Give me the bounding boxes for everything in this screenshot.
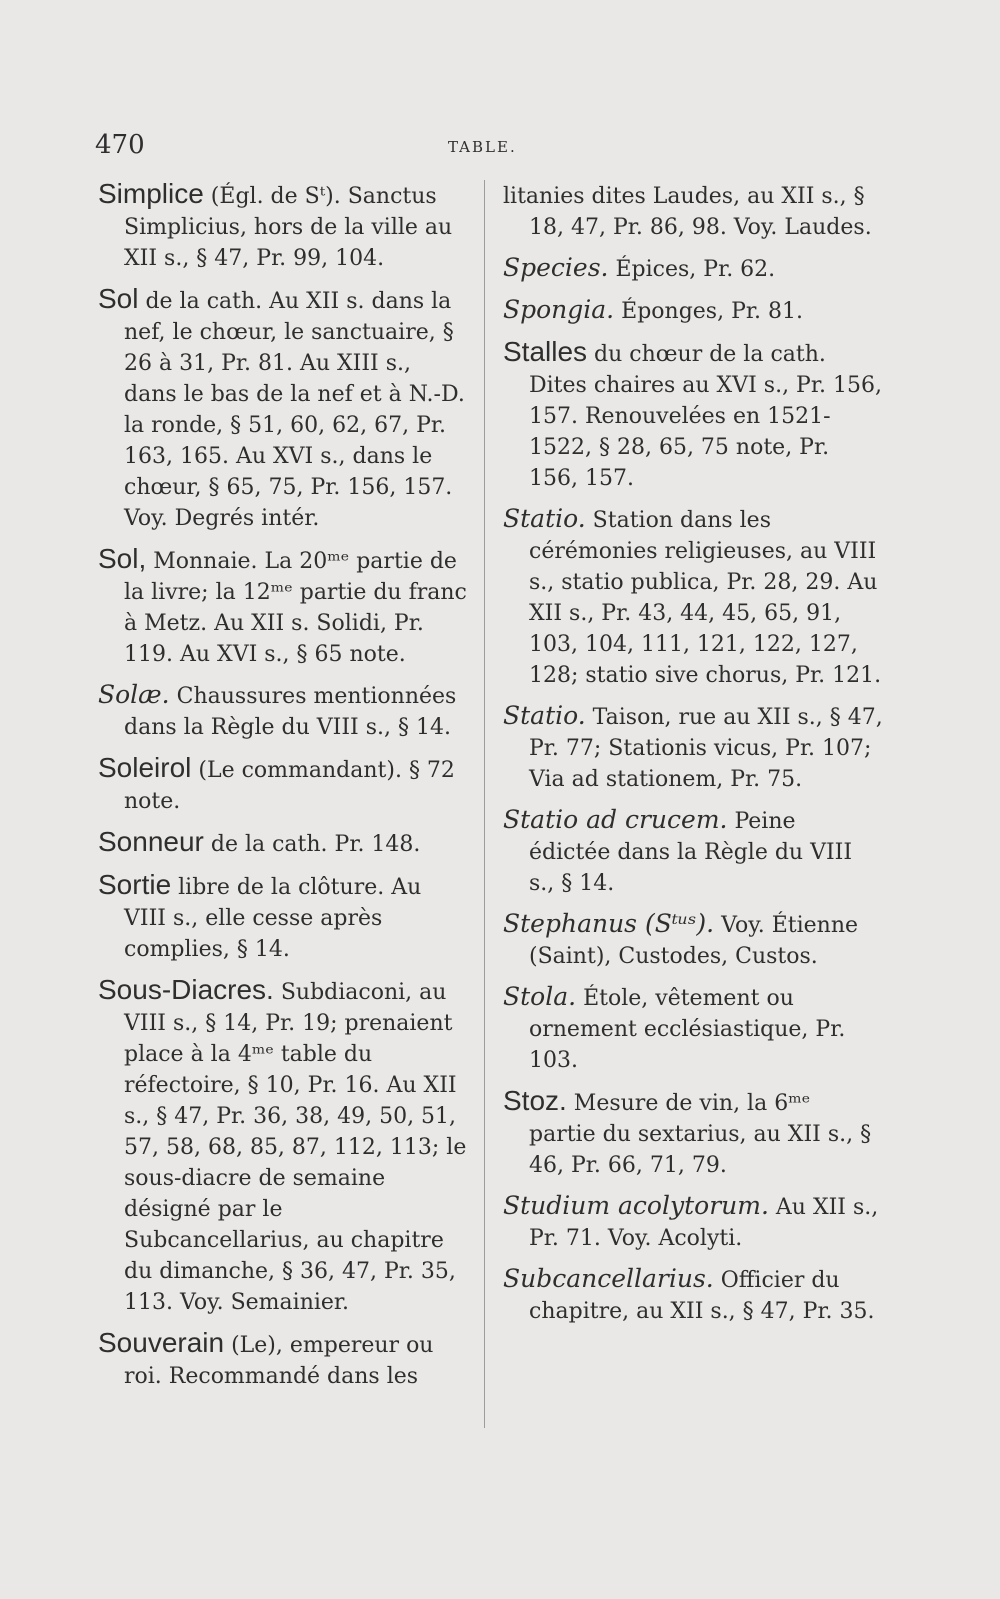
index-entry <box>98 826 470 860</box>
entry-text: Épices, Pr. 62. <box>608 257 776 282</box>
entry-headword: Souverain <box>98 1327 225 1358</box>
entry-text: Subdiaconi, au VIII s., § 14, Pr. 19; prenaient place à la 4ᵐᵉ table du réfectoire, § 10, Pr. 16. Au XII s., § 47, Pr. 36, 38, 49, 50, 51, 57, 58, 68, 85, 87, 112, 113; le sous-diacre de semaine désigné par le Subcancellarius, au chapitre du dimanche, § 36, 47, Pr. 35, 113. Voy. Semainier. <box>124 980 467 1315</box>
entry-headword: Sonneur <box>98 826 204 857</box>
entry-headword: Stoz. <box>503 1085 567 1116</box>
index-entry <box>503 981 883 1076</box>
index-entry <box>503 1190 883 1254</box>
entry-text: Monnaie. La 20ᵐᵉ partie de la livre; la 12ᵐᵉ partie du franc à Metz. Au XII s. Solidi, Pr. 119. Au XVI s., § 65 note. <box>124 549 467 667</box>
index-entry <box>98 178 470 274</box>
entry-headword: Statio ad crucem. <box>503 805 728 834</box>
entry-text: Mesure de vin, la 6ᵐᵉ partie du sextarius, au XII s., § 46, Pr. 66, 71, 79. <box>529 1091 872 1178</box>
index-entry <box>98 974 470 1318</box>
entry-headword: Sol <box>98 283 139 314</box>
entry-text: de la cath. Pr. 148. <box>203 832 421 857</box>
entry-headword: Simplice <box>98 178 204 209</box>
entry-headword: Sortie <box>98 869 172 900</box>
index-entry <box>98 283 470 534</box>
entry-headword: Sol, <box>98 543 147 574</box>
entry-headword: Statio. <box>503 701 586 730</box>
index-entry <box>98 679 470 743</box>
index-entry <box>503 503 883 691</box>
entry-text: (Le), empereur ou roi. Recommandé dans les <box>124 1333 434 1389</box>
entry-text: Chaussures mentionnées dans la Règle du VIII s., § 14. <box>124 684 457 740</box>
entry-headword: Species. <box>503 253 609 282</box>
entry-text: libre de la clôture. Au VIII s., elle cesse après complies, § 14. <box>124 875 422 962</box>
entry-text: Étole, vêtement ou ornement ecclésiastique, Pr. 103. <box>529 986 846 1073</box>
entry-headword: Stephanus (Sᵗᵘˢ). <box>503 909 715 938</box>
index-entry <box>503 294 883 327</box>
column-divider <box>484 180 485 1428</box>
page-number: 470 <box>95 130 145 160</box>
entry-headword: Studium acolytorum. <box>503 1191 769 1220</box>
index-entry <box>98 1327 470 1392</box>
entry-headword: Stalles <box>503 336 588 367</box>
entry-headword: Subcancellarius. <box>503 1264 714 1293</box>
index-entry <box>503 252 883 285</box>
entry-text: Officier du chapitre, au XII s., § 47, Pr. 35. <box>529 1268 875 1324</box>
entry-text: (Égl. de Sᵗ). Sanctus Simplicius, hors de la ville au XII s., § 47, Pr. 99, 104. <box>124 184 453 271</box>
entry-text: de la cath. Au XII s. dans la nef, le chœur, le sanctuaire, § 26 à 31, Pr. 81. Au XIII s., dans le bas de la nef et à N.-D. la ronde, § 51, 60, 62, 67, Pr. 163, 165. Au XVI s., dans le chœur, § 65, 75, Pr. 156, 157. Voy. Degrés intér. <box>124 289 465 531</box>
entry-text: (Le commandant). § 72 note. <box>124 758 455 814</box>
entry-text: litanies dites Laudes, au XII s., § 18, 47, Pr. 86, 98. Voy. Laudes. <box>503 184 872 240</box>
index-entry <box>503 1263 883 1327</box>
right-column <box>503 178 883 1336</box>
entry-headword: Stola. <box>503 982 577 1011</box>
entry-text: Au XII s., Pr. 71. Voy. Acolyti. <box>529 1195 879 1251</box>
entry-headword: Solæ. <box>98 680 170 709</box>
index-entry <box>98 752 470 817</box>
index-entry <box>503 178 883 243</box>
entry-headword: Spongia. <box>503 295 615 324</box>
index-entry <box>503 908 883 972</box>
entry-text: Station dans les cérémonies religieuses, au VIII s., statio publica, Pr. 28, 29. Au XII s., Pr. 43, 44, 45, 65, 91, 103, 104, 111, 121, 122, 127, 128; statio sive chorus, Pr. 121. <box>529 508 882 688</box>
entry-text: du chœur de la cath. Dites chaires au XVI s., Pr. 156, 157. Renouvelées en 1521-1522, § 28, 65, 75 note, Pr. 156, 157. <box>529 342 882 491</box>
entry-text: Taison, rue au XII s., § 47, Pr. 77; Stationis vicus, Pr. 107; Via ad stationem, Pr. 75. <box>529 705 883 792</box>
index-entry <box>98 869 470 965</box>
index-entry <box>503 336 883 494</box>
left-column <box>98 178 470 1401</box>
entry-headword: Soleirol <box>98 752 192 783</box>
index-entry <box>503 700 883 795</box>
entry-headword: Statio. <box>503 504 586 533</box>
index-entry <box>503 1085 883 1181</box>
index-entry <box>503 804 883 899</box>
entry-headword: Sous-Diacres. <box>98 974 274 1005</box>
running-head: TABLE. <box>448 138 517 156</box>
index-entry <box>98 543 470 670</box>
entry-text: Éponges, Pr. 81. <box>614 299 803 324</box>
entry-text: Voy. Étienne (Saint), Custodes, Custos. <box>529 913 859 969</box>
entry-text: Peine édictée dans la Règle du VIII s., § 14. <box>529 809 853 896</box>
